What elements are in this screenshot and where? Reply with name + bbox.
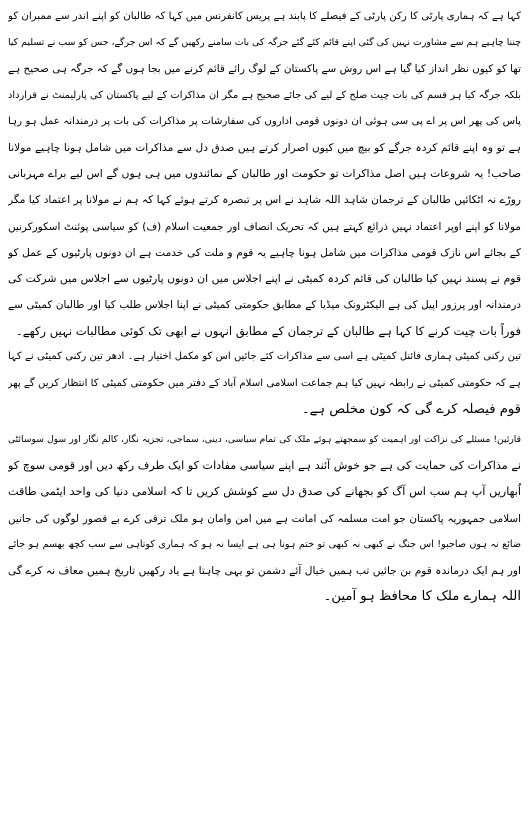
text-line: اور ہم ایک درماندہ قوم بن جائیں تب ہمیں خیال آئے دشمن تو یہی چاہتا ہے یاد رکھیں تاریخ ہمیں معاف نہ کرے گی <box>8 564 521 577</box>
text-line: کہا ہے کہ ہماری پارٹی کا رکن پارٹی کے فیصلے کا پابند ہے پریس کانفرنس میں کہا کہ طالبان کو اپنے اندر سے ممبران کو <box>8 11 521 22</box>
text-line: تھا کو کیوں نظر انداز کیا گیا ہے اس روش سے پاکستان کے لوگ رائے قائم کرنے میں بجا ہوں گے کہ جرگہ ہی صحیح ہے <box>8 63 521 76</box>
text-line: قارئین! مسئلے کی نزاکت اور اہمیت کو سمجھتے ہوئے ملک کی تمام سیاسی، دینی، سماجی، تجزیہ نگار، کالم نگار اور سول سوسائٹی <box>8 434 521 445</box>
text-line: بلکہ جرگہ کیا ہر قسم کی بات چیت صلح کے لیے کی جائے صحیح ہے مگر ان مذاکرات کے لیے پاکستان کی پارلیمنٹ نے قرارداد <box>8 89 521 101</box>
text-line: اللہ ہمارے ملک کا محافظ ہو آمین۔ <box>323 589 521 605</box>
text-line: قوم فیصلہ کرے گی کہ کون مخلص ہے۔ <box>301 401 521 417</box>
text-line: صاحب! یہ شروعات ہیں اصل مذاکرات تو حکومت اور طالبان کے نمائندوں میں ہی ہوں گے اس لیے براے مہربانی <box>8 167 521 181</box>
text-line: تین رکنی کمیٹی ہماری فائنل کمیٹی ہے اسی سے مذاکرات کئے جائیں اس کو مکمل اختیار ہے۔ ادھر تین رکنی کمیٹی نے کہا <box>8 351 521 363</box>
article-paragraph-1 <box>8 4 521 423</box>
text-line: نے مذاکرات کی حمایت کی ہے جو خوش آئند ہے اپنے سیاسی مفادات کو ایک طرف رکھ دیں اور قومی سوچ کو <box>8 459 521 473</box>
text-line: ہے تو وہ اپنے قائم کردہ جرگے کو بیچ میں کیوں اصرار کرتے ہیں صدق دل سے مذاکرات میں شامل ہونا چاہیے مولانا <box>8 141 521 154</box>
text-line: درمندانہ اور پرزور اپیل کی ہے الیکٹرونک میڈیا کے مطابق حکومتی کمیٹی نے اپنا اجلاس طلب کیا اور طالبان کمیٹی سے <box>8 299 521 312</box>
text-line: ہے کہ حکومتی کمیٹی نے رابطہ نہیں کیا ہم جماعت اسلامی اسلام آباد کے دفتر میں حکومتی کمیٹی کا انتظار کریں گے پھر <box>8 377 521 389</box>
text-line: چننا چاہیے ہم سے مشاورت نہیں کی گئی اپنے قائم کئے گئے جرگہ کی بات سامنے رکھیں گے کہ اس جرگے، جس کو سب نے تسلیم کیا <box>8 37 521 49</box>
text-line: اُبھاریں آپ ہم سب اس آگ کو بجھانے کی صدق دل سے کوشش کریں تا کہ اسلامی دنیا کی واحد ایٹمی طاقت <box>8 485 521 499</box>
article-paragraph-2 <box>8 427 521 610</box>
text-line: روڑے نہ اٹکائیں طالبان کے ترجمان شاہد اللہ شاہد نے اس پر تبصرہ کرتے ہوئے کہا کہ ہم نے مولانا پر اعتماد کیا مگر <box>8 194 521 207</box>
text-line: کے بجائے اس نازک قومی مذاکرات میں شامل ہونا چاہیے یہ قوم و ملت کی خدمت ہے ان دونوں پارٹیوں کے عمل کو <box>8 246 521 259</box>
text-line: ضائع نہ ہوں صاحبو! اس جنگ نے کبھی نہ کبھی تو ختم ہونا ہی ہے ایسا نہ ہو کہ ہماری کوتاہی سے سب کچھ بھسم ہو جائے <box>8 538 521 550</box>
text-line: قوم نے پسند نہیں کیا طالبان کی قائم کردہ کمیٹی نے اپنے اجلاس میں ان دونوں پارٹیوں سے اجلاس میں شرکت کی <box>8 271 521 285</box>
text-line: مولانا کو اپنے اوپر اعتماد نہیں ذرائع کہتے ہیں کہ تحریک انصاف اور جمعیت اسلام (ف) کو سیاسی پوئنٹ اسکورکرنیں <box>8 220 521 233</box>
text-line: اسلامی جمہوریہ پاکستان جو امت مسلمہ کی امانت ہے میں امن وامان ہو ملک ترقی کرے بے قصور لوگوں کی جانیں <box>8 512 521 525</box>
text-line: پاس کی پھر اس پر اے پی سی ہوئی ان دونوں قومی اداروں کی سفارشات پر مذاکرات کی بات پر درمندانہ عمل ہو رہا <box>8 115 521 127</box>
text-line: فوراً بات چیت کرنے کا کہا ہے طالبان کے ترجمان کے مطابق انہوں نے ابھی تک کوئی مطالبات نہیں رکھے۔ <box>15 324 521 339</box>
